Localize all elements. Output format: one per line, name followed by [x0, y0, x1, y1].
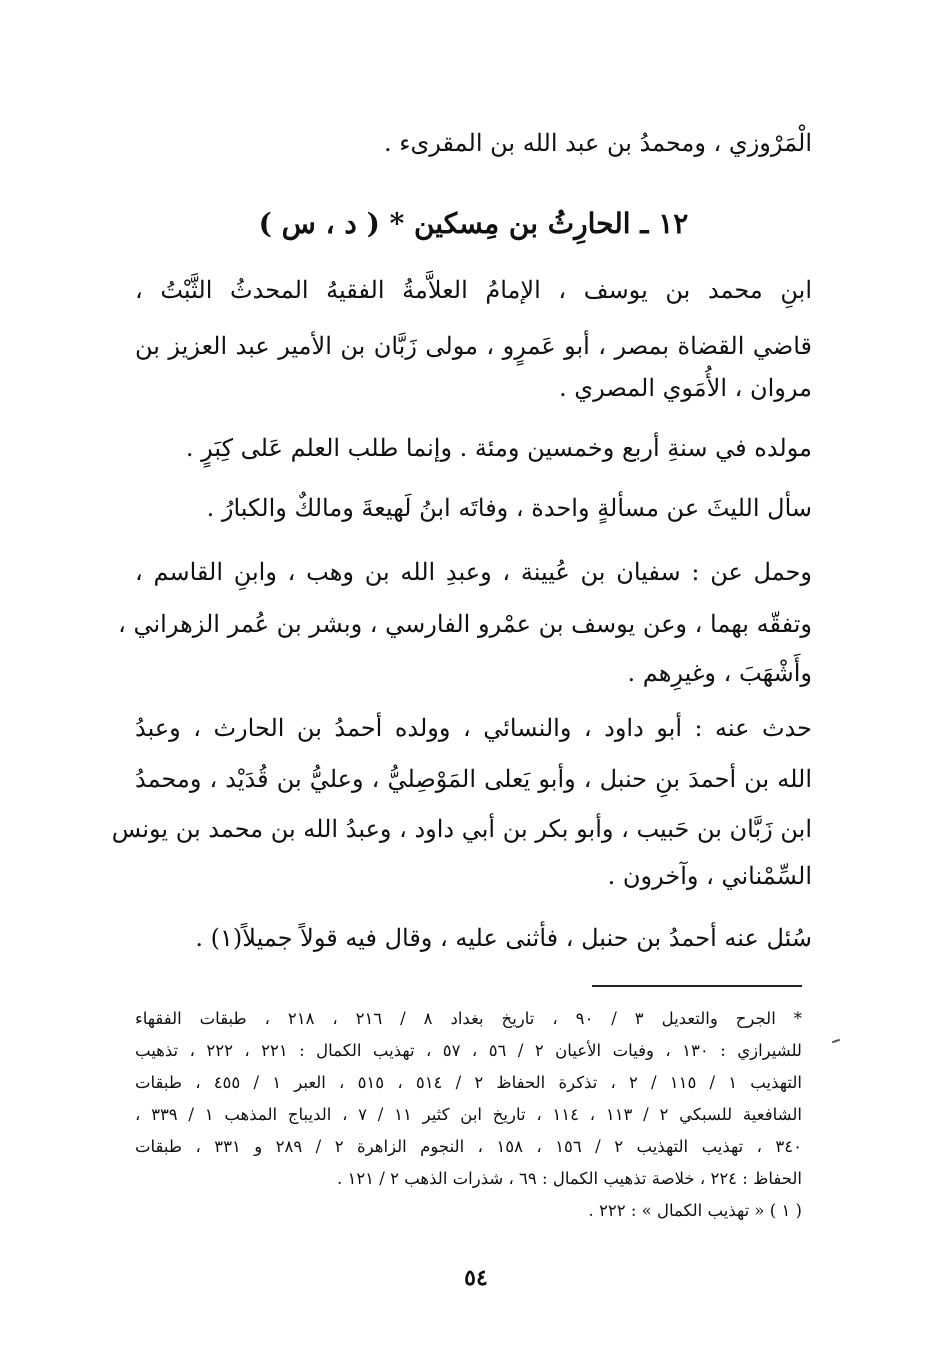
text-line: سأل الليثَ عن مسألةٍ واحدة ، وفاتَه ابنُ لَهيعةَ ومالكٌ والكبارُ .: [206, 494, 812, 522]
text-line: ابنِ محمد بن يوسف ، الإمامُ العلاَّمةُ الفقيهُ المحدثُ الثَّبْتُ ،: [135, 276, 812, 304]
entry-heading: ١٢ ـ الحارِثُ بن مِسكين * ( د ، س ): [258, 207, 689, 240]
footnote-line: ٣٤٠ ، تهذيب التهذيب ٢ / ١٥٦ ، ١٥٨ ، النجوم الزاهرة ٢ / ٢٨٩ و ٣٣١ ، طبقات: [135, 1137, 803, 1156]
text-line: سُئل عنه أحمدُ بن حنبل ، فأثنى عليه ، وقال فيه قولاً جميلاً(١) .: [195, 924, 812, 952]
text-line: قاضي القضاة بمصر ، أبو عَمرٍو ، مولى زَبَّان بن الأمير عبد العزيز بن: [135, 332, 812, 360]
text-line: مولده في سنةِ أربع وخمسين ومئة . وإنما طلب العلم عَلى كِبَرٍ .: [185, 434, 812, 462]
footnote-line: الحفاظ : ٢٢٤ ، خلاصة تذهيب الكمال : ٦٩ ، شذرات الذهب ٢ / ١٢١ .: [336, 1169, 802, 1188]
text-line: وتفقّه بهما ، وعن يوسف بن عمْرو الفارسي ، وبشر بن عُمر الزهراني ،: [118, 610, 812, 638]
footnote-line: للشيرازي : ١٣٠ ، وفيات الأعيان ٢ / ٥٦ ، ٥٧ ، تهذيب الكمال : ٢٢١ ، ٢٢٢ ، تذهيب: [135, 1041, 802, 1060]
page-number: ٥٤: [464, 1265, 488, 1291]
footnote-line: الشافعية للسبكي ٢ / ١١٣ ، ١١٤ ، تاريخ ابن كثير ١١ / ٧ ، الديباج المذهب ١ / ٣٣٩ ،: [135, 1105, 802, 1124]
text-line: الله بن أحمدَ بنِ حنبل ، وأبو يَعلى المَوْصِليُّ ، وعليُّ بن قُدَيْد ، ومحمدُ: [135, 765, 812, 793]
text-line: حدث عنه : أبو داود ، والنسائي ، وولده أحمدُ بن الحارث ، وعبدُ: [135, 714, 812, 742]
text-line: وحمل عن : سفيان بن عُيينة ، وعبدِ الله بن وهب ، وابنِ القاسم ،: [135, 558, 812, 586]
footnote-line: التهذيب ١ / ١١٥ / ٢ ، تذكرة الحفاظ ٢ / ٥١٤ ، ٥١٥ ، العبر ١ / ٤٥٥ ، طبقات: [135, 1073, 802, 1092]
text-line: وأَشْهَبَ ، وغيرِهم .: [627, 659, 812, 687]
text-line: ابن زَبَّان بن حَبيب ، وأبو بكر بن أبي داود ، وعبدُ الله بن محمد بن يونس: [111, 815, 812, 843]
footnote-line: * الجرح والتعديل ٣ / ٩٠ ، تاريخ بغداد ٨ / ٢١٦ ، ٢١٨ ، طبقات الفقهاء: [135, 1009, 802, 1028]
text-line: السِّمْناني ، وآخرون .: [607, 862, 812, 890]
text-line: مروان ، الأُمَوي المصري .: [559, 374, 812, 402]
footnote-line: ( ١ ) « تهذيب الكمال » : ٢٢٢ .: [588, 1201, 802, 1220]
footnote-divider: [592, 985, 802, 987]
scan-speck: [832, 1039, 840, 1044]
continuation-line: الْمَرْوزي ، ومحمدُ بن عبد الله بن المقرىء .: [383, 129, 812, 157]
